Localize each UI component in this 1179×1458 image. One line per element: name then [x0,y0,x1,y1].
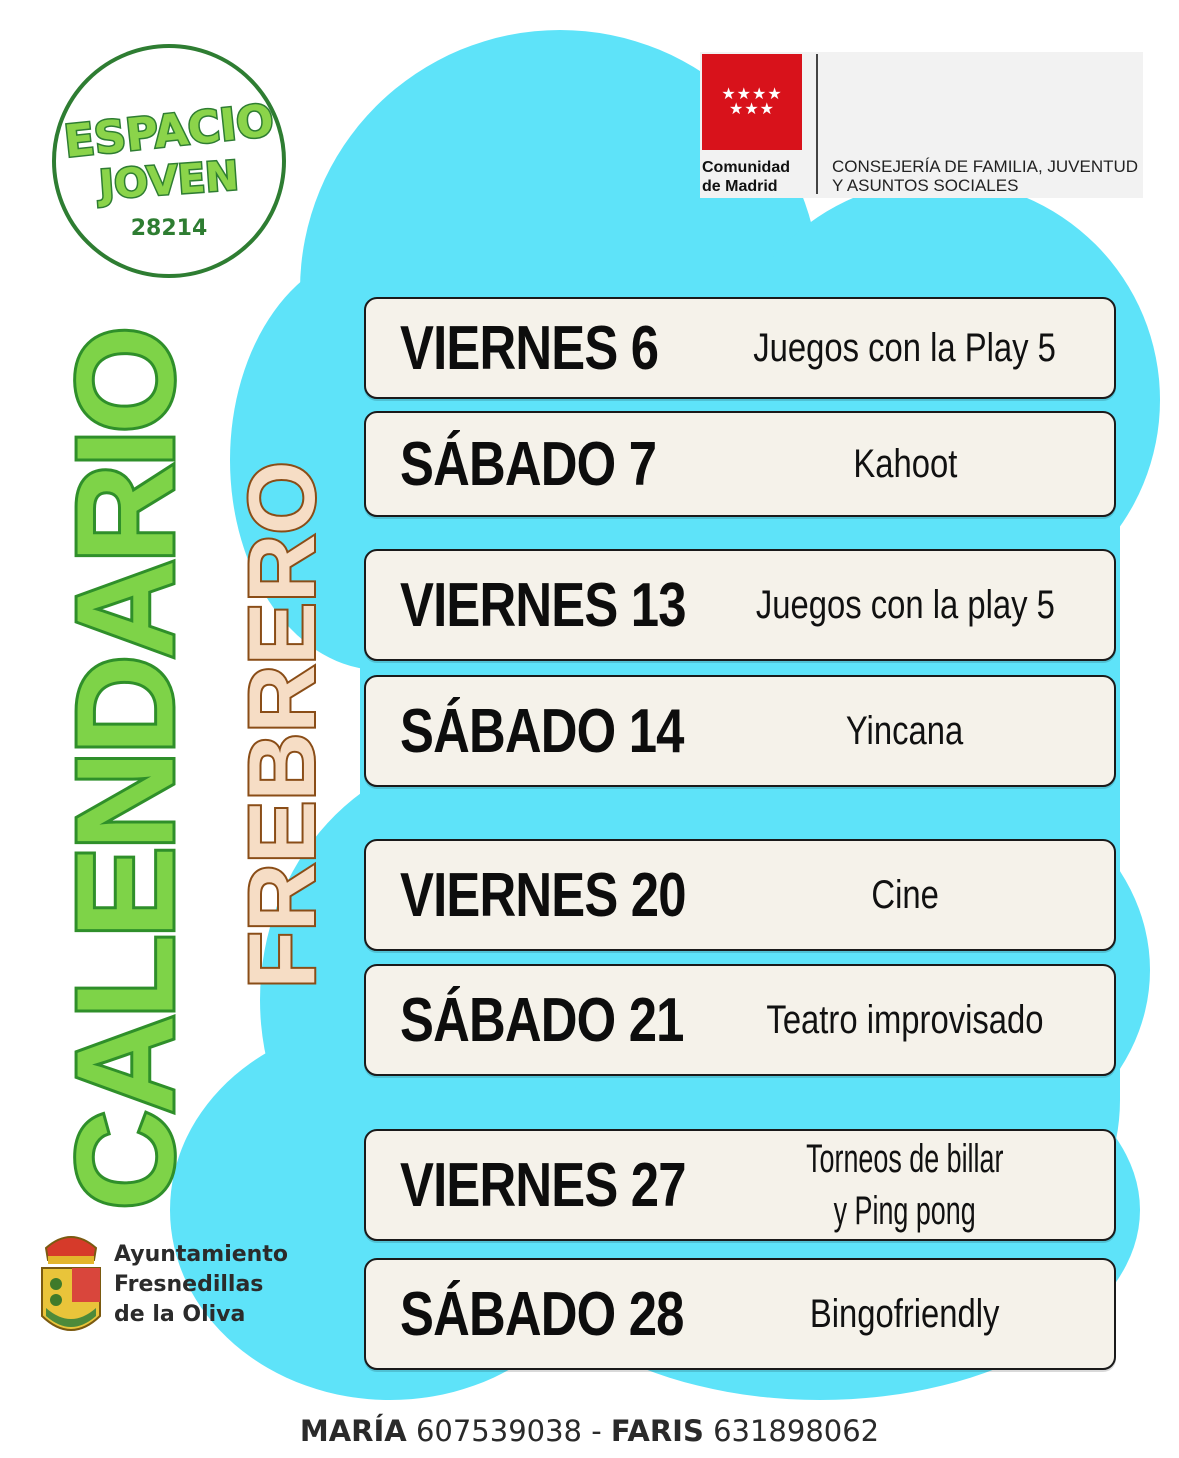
event-activity-line2: y Ping pong [833,1189,977,1233]
event-activity-line1: Torneos de billar [806,1137,1004,1181]
event-row [364,549,1116,661]
event-activity: Kahoot [853,442,957,486]
town-hall-name: Ayuntamiento Fresnedillas de la Oliva [114,1242,288,1327]
cam-department: CONSEJERÍA DE FAMILIA, JUVENTUD Y ASUNTOS SOCIALES [832,157,1139,195]
event-activity: Cine [871,873,939,917]
event-row [364,1129,1116,1241]
month-title: FREBRERO [229,461,334,989]
event-row [364,1258,1116,1370]
logo-text-espacio: ESPACIO [61,95,277,168]
event-activity: Yincana [846,709,964,753]
event-activity: Bingofriendly [810,1292,1000,1336]
event-day: VIERNES 20 [400,860,686,930]
calendar-title: CALENDARIO [48,330,203,1210]
contact-phone-2[interactable]: 631898062 [713,1414,880,1448]
event-day: SÁBADO 14 [400,696,684,766]
contact-separator: - [591,1414,602,1448]
cam-name: Comunidad de Madrid [702,159,790,195]
contact-phone-1[interactable]: 607539038 [415,1414,583,1448]
contact-footer [0,1414,1179,1448]
contact-name-1: MARÍA [299,1414,407,1448]
madrid-flag-icon: ★★★★ ★★★ [702,54,802,150]
event-activity: Juegos con la play 5 [755,583,1055,627]
event-day: SÁBADO 21 [400,985,684,1055]
event-activity: Juegos con la Play 5 [753,326,1057,370]
event-row [364,297,1116,399]
event-day: SÁBADO 28 [400,1279,684,1349]
logo-text-joven: JOVEN [97,153,241,209]
event-activity: Teatro improvisado [766,998,1044,1042]
event-row [364,839,1116,951]
event-day: VIERNES 6 [400,313,659,383]
contact-name-2: FARIS [610,1414,704,1448]
town-coat-of-arms-icon [38,1226,104,1344]
event-day: VIERNES 27 [400,1150,686,1220]
event-day: VIERNES 13 [400,570,686,640]
event-day: SÁBADO 7 [400,429,657,499]
logo-postal-code: 28214 [130,216,208,241]
comunidad-madrid-banner [700,52,1143,198]
cam-divider [816,54,818,194]
event-row [364,964,1116,1076]
event-row [364,675,1116,787]
event-row [364,411,1116,517]
event-activity [716,1131,1094,1239]
espacio-joven-logo [52,44,286,278]
